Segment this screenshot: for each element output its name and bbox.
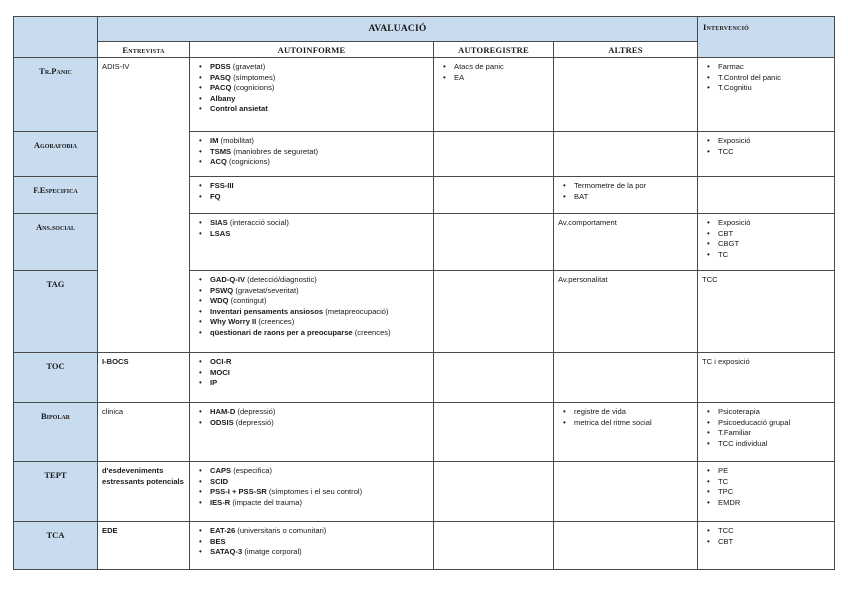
list-item: • CBT [702,229,830,240]
autoinforme-tag [190,271,434,353]
list-item: • T.Control del panic [702,73,830,84]
autoinforme-tept [190,462,434,522]
autoinforme-header: AUTOINFORME [190,42,434,58]
list-item: • FQ [194,192,429,203]
list-item: • PSWQ (gravetat/severitat) [194,286,429,297]
row-label-tept: TEPT [14,462,98,522]
intervencio-tept [698,462,835,522]
list-item: • PACQ (cognicions) [194,83,429,94]
list-item: • Farmac [702,62,830,73]
row-label-toc: TOC [14,353,98,403]
autoinforme-bipolar [190,403,434,462]
list-item: • CBT [702,537,830,548]
intervencio-agorafobia [698,132,835,177]
autoregistre-tept [434,462,554,522]
list-item: • WDQ (contingut) [194,296,429,307]
altres-tept [554,462,698,522]
intervencio-fespecifica [698,177,835,214]
list-item: • registre de vida [558,407,693,418]
list-item: • IP [194,378,429,389]
list-item: • IES-R (impacte del trauma) [194,498,429,509]
altres-header: ALTRES [554,42,698,58]
autoregistre-fespecifica [434,177,554,214]
list-item: • CAPS (especifica) [194,466,429,477]
autoregistre-header: AUTOREGISTRE [434,42,554,58]
list-item: • metrica del ritme social [558,418,693,429]
row-label-bipolar: Bipolar [14,403,98,462]
autoinforme-fespecifica [190,177,434,214]
list-item: • EA [438,73,549,84]
corner-cell [14,17,98,58]
autoinforme-anssocial [190,214,434,271]
autoregistre-anssocial [434,214,554,271]
row-label-fespecifica: F.Especifica [14,177,98,214]
list-item: • ODSIS (depressió) [194,418,429,429]
autoinforme-toc [190,353,434,403]
list-item: • TC [702,477,830,488]
list-item: • PE [702,466,830,477]
list-item: • SATAQ-3 (imatge corporal) [194,547,429,558]
altres-anssocial: Av.comportament [554,214,698,271]
list-item: • PASQ (símptomes) [194,73,429,84]
entrevista-header: Entrevista [98,42,190,58]
altres-toc [554,353,698,403]
intervencio-trpanic [698,58,835,132]
table-row [14,403,835,462]
intervencio-header: Intervenció [698,17,835,58]
list-item: • MOCI [194,368,429,379]
list-item: • EMDR [702,498,830,509]
list-item: • Termometre de la por [558,181,693,192]
row-label-tca: TCA [14,522,98,570]
list-item: • SCID [194,477,429,488]
list-item: • Control ansietat [194,104,429,115]
autoinforme-agorafobia [190,132,434,177]
list-item: • Why Worry II (creences) [194,317,429,328]
table-row [14,522,835,570]
entrevista-bipolar: clinica [98,403,190,462]
table-row [14,462,835,522]
autoregistre-trpanic [434,58,554,132]
intervencio-anssocial [698,214,835,271]
list-item: • BES [194,537,429,548]
row-label-tag: TAG [14,271,98,353]
list-item: • LSAS [194,229,429,240]
list-item: • EAT-26 (universitaris o comunitari) [194,526,429,537]
autoregistre-agorafobia [434,132,554,177]
intervencio-toc: TC i exposició [698,353,835,403]
altres-fespecifica [554,177,698,214]
list-item: • PSS-I + PSS-SR (símptomes i el seu control) [194,487,429,498]
list-item: • PDSS (gravetat) [194,62,429,73]
list-item: • TCC [702,147,830,158]
table-row [14,58,835,132]
list-item: • TSMS (maniobres de seguretat) [194,147,429,158]
list-item: • TPC [702,487,830,498]
autoinforme-tca [190,522,434,570]
intervencio-tca [698,522,835,570]
assessment-table [13,16,835,570]
autoregistre-bipolar [434,403,554,462]
list-item: • CBGT [702,239,830,250]
autoregistre-tag [434,271,554,353]
autoinforme-trpanic [190,58,434,132]
intervencio-bipolar [698,403,835,462]
entrevista-tept: d'esdeveniments estressants potencials [98,462,190,522]
list-item: • GAD-Q-IV (detecció/diagnostic) [194,275,429,286]
list-item: • T.Cognitiu [702,83,830,94]
list-item: • FSS-III [194,181,429,192]
altres-tca [554,522,698,570]
list-item: • HAM-D (depressió) [194,407,429,418]
entrevista-tca: EDE [98,522,190,570]
altres-trpanic [554,58,698,132]
entrevista-toc: I-BOCS [98,353,190,403]
autoregistre-tca [434,522,554,570]
row-label-trpanic: Tr.Panic [14,58,98,132]
list-item: • OCI-R [194,357,429,368]
list-item: • Exposició [702,136,830,147]
list-item: • qüestionari de raons per a preocuparse (creences) [194,328,429,339]
list-item: • T.Familiar [702,428,830,439]
list-item: • Albany [194,94,429,105]
entrevista-trpanic: ADIS-IV [98,58,190,353]
table-row [14,353,835,403]
list-item: • TC [702,250,830,261]
list-item: • Psicoeducació grupal [702,418,830,429]
list-item: • ACQ (cognicions) [194,157,429,168]
autoregistre-toc [434,353,554,403]
list-item: • Psicoterapia [702,407,830,418]
row-label-agorafobia: Agorafobia [14,132,98,177]
list-item: • BAT [558,192,693,203]
list-item: • SIAS (interacció social) [194,218,429,229]
altres-agorafobia [554,132,698,177]
row-label-anssocial: Ans.social [14,214,98,271]
list-item: • TCC individual [702,439,830,450]
list-item: • TCC [702,526,830,537]
avaluacio-header: AVALUACIÓ [98,17,698,42]
list-item: • Exposició [702,218,830,229]
list-item: • Inventari pensaments ansiosos (metapreocupació) [194,307,429,318]
altres-bipolar [554,403,698,462]
intervencio-tag: TCC [698,271,835,353]
list-item: • Atacs de panic [438,62,549,73]
list-item: • IM (mobilitat) [194,136,429,147]
altres-tag: Av.personalitat [554,271,698,353]
